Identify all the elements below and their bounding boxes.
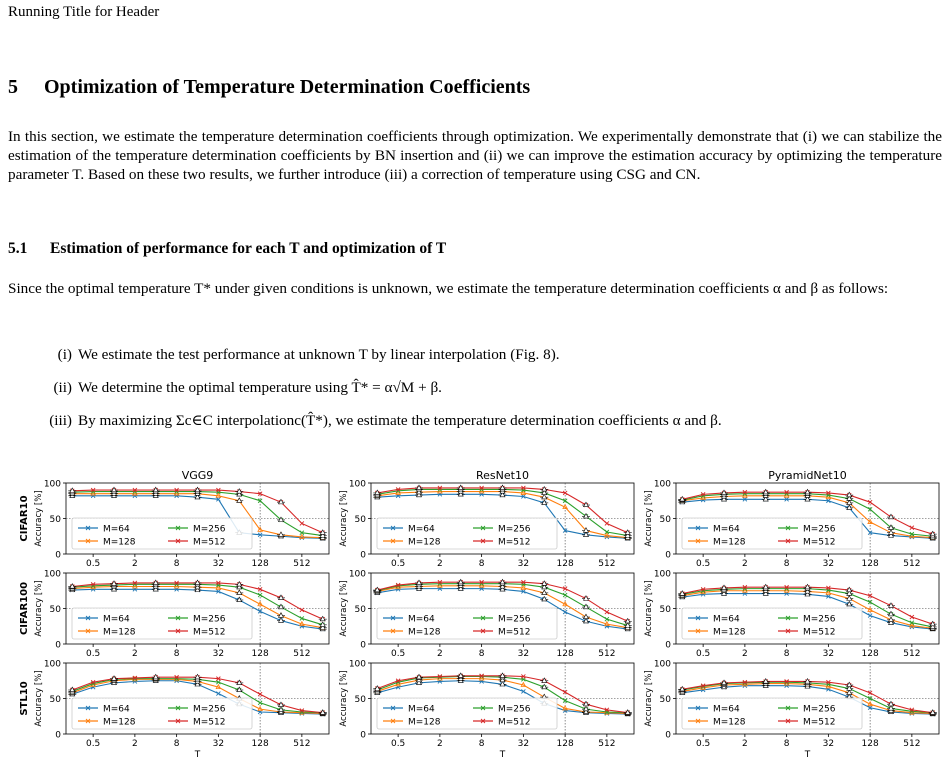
- x-tick-label: 32: [517, 739, 530, 749]
- y-tick-label: 0: [360, 640, 366, 651]
- x-tick-label: 0.5: [85, 739, 101, 749]
- y-tick-label: 100: [348, 479, 366, 490]
- x-tick-label: 0.5: [695, 739, 711, 749]
- legend-label: M=512: [193, 627, 226, 638]
- legend-label: M=128: [103, 627, 136, 638]
- list-item-label: (iii): [49, 412, 72, 429]
- row-label: CIFAR10: [19, 495, 30, 542]
- y-axis-label: Accuracy [%]: [34, 670, 44, 727]
- y-axis-label: Accuracy [%]: [644, 670, 654, 727]
- y-axis-label: Accuracy [%]: [34, 490, 44, 547]
- x-tick-label: 32: [212, 649, 225, 659]
- x-tick-label: 512: [903, 649, 921, 659]
- list-item-label: (i): [57, 346, 72, 363]
- column-title: PyramidNet10: [768, 469, 847, 482]
- y-tick-label: 0: [665, 730, 671, 741]
- x-tick-label: 8: [478, 739, 485, 749]
- y-tick-label: 100: [43, 659, 61, 670]
- list-item-text: We estimate the test performance at unknown T by linear interpolation (Fig. 8).: [78, 346, 560, 363]
- legend-label: M=256: [193, 614, 226, 625]
- y-tick-label: 50: [354, 605, 366, 615]
- x-tick-label: 128: [251, 559, 269, 569]
- legend-label: M=512: [803, 537, 836, 548]
- y-tick-label: 100: [43, 479, 61, 490]
- legend-label: M=64: [713, 614, 740, 625]
- legend-label: M=256: [193, 524, 226, 535]
- legend-label: M=64: [103, 614, 130, 625]
- subsection-paragraph: Since the optimal temperature T* under given conditions is unknown, we estimate the temperature determination coefficients α and β as follows:: [8, 280, 889, 297]
- x-tick-label: 8: [478, 649, 485, 659]
- x-tick-label: 0.5: [695, 649, 711, 659]
- x-tick-label: 128: [861, 559, 879, 569]
- section-number: 5: [8, 76, 18, 98]
- legend-label: M=512: [193, 717, 226, 728]
- legend-label: M=512: [498, 717, 531, 728]
- section-heading: [8, 76, 530, 99]
- y-axis-label: Accuracy [%]: [339, 490, 349, 547]
- x-tick-label: 512: [903, 559, 921, 569]
- x-tick-label: 512: [598, 559, 616, 569]
- legend-label: M=64: [408, 524, 435, 535]
- list-item: [36, 338, 722, 371]
- legend-label: M=128: [713, 627, 746, 638]
- y-tick-label: 0: [55, 550, 61, 561]
- y-tick-label: 100: [653, 479, 671, 490]
- legend-label: M=64: [408, 704, 435, 715]
- x-tick-label: 2: [437, 739, 443, 749]
- list-item: [36, 371, 722, 404]
- x-tick-label: 32: [822, 559, 835, 569]
- column-title: VGG9: [181, 469, 214, 482]
- x-tick-label: 512: [293, 739, 311, 749]
- legend-label: M=128: [713, 537, 746, 548]
- y-axis-label: Accuracy [%]: [339, 580, 349, 637]
- x-tick-label: 0.5: [390, 739, 406, 749]
- subsection-number: 5.1: [8, 240, 28, 257]
- legend-label: M=64: [713, 524, 740, 535]
- y-tick-label: 0: [360, 550, 366, 561]
- y-tick-label: 100: [43, 569, 61, 580]
- x-tick-label: 128: [251, 649, 269, 659]
- section-title: Optimization of Temperature Determination Coefficients: [44, 76, 531, 98]
- x-tick-label: 128: [556, 649, 574, 659]
- y-tick-label: 50: [659, 515, 671, 525]
- y-axis-label: Accuracy [%]: [644, 580, 654, 637]
- y-tick-label: 0: [665, 550, 671, 561]
- list-item-text: We determine the optimal temperature using T̂* = α√M + β.: [78, 379, 442, 396]
- x-tick-label: 32: [822, 649, 835, 659]
- y-axis-label: Accuracy [%]: [339, 670, 349, 727]
- y-tick-label: 50: [49, 695, 61, 705]
- legend-label: M=128: [408, 537, 441, 548]
- y-tick-label: 50: [354, 695, 366, 705]
- legend-label: M=512: [498, 537, 531, 548]
- legend-label: M=512: [193, 537, 226, 548]
- y-axis-label: Accuracy [%]: [644, 490, 654, 547]
- legend-label: M=128: [103, 717, 136, 728]
- y-tick-label: 0: [665, 640, 671, 651]
- intro-paragraph: In this section, we estimate the temperature determination coefficients through optimization. We experimentally demonstrate that (i) we can stabilize the estimation of the temperature determination coefficients by BN insertion and (ii) we can improve the estimation accuracy by optimizing the temperature parameter T. Based on these two results, we further introduce (iii) a correction of temperature using CSG and CN.: [8, 128, 942, 183]
- subsection-title: Estimation of performance for each T and optimization of T: [50, 240, 447, 257]
- figure-svg: [0, 460, 949, 771]
- x-tick-label: 2: [742, 649, 748, 659]
- method-list: [36, 338, 722, 437]
- legend-label: M=256: [803, 614, 836, 625]
- legend-label: M=256: [498, 614, 531, 625]
- legend-label: M=64: [408, 614, 435, 625]
- x-tick-label: 128: [556, 559, 574, 569]
- x-tick-label: 8: [173, 739, 180, 749]
- x-axis-label: T: [194, 750, 201, 760]
- x-tick-label: 128: [861, 739, 879, 749]
- x-tick-label: 32: [517, 559, 530, 569]
- x-tick-label: 2: [132, 739, 138, 749]
- x-tick-label: 32: [822, 739, 835, 749]
- x-tick-label: 0.5: [390, 649, 406, 659]
- y-tick-label: 100: [348, 659, 366, 670]
- legend-label: M=512: [803, 717, 836, 728]
- x-tick-label: 512: [293, 649, 311, 659]
- column-title: ResNet10: [476, 469, 529, 482]
- y-tick-label: 50: [354, 515, 366, 525]
- x-tick-label: 0.5: [390, 559, 406, 569]
- x-axis-label: T: [804, 750, 811, 760]
- x-tick-label: 0.5: [85, 559, 101, 569]
- x-tick-label: 0.5: [85, 649, 101, 659]
- y-tick-label: 50: [49, 515, 61, 525]
- y-tick-label: 50: [659, 605, 671, 615]
- x-tick-label: 2: [437, 559, 443, 569]
- x-tick-label: 8: [173, 649, 180, 659]
- x-tick-label: 8: [478, 559, 485, 569]
- list-item-label: (ii): [53, 379, 72, 396]
- list-item: [36, 404, 722, 437]
- x-tick-label: 128: [861, 649, 879, 659]
- x-tick-label: 128: [556, 739, 574, 749]
- legend-label: M=256: [498, 704, 531, 715]
- legend-label: M=128: [103, 537, 136, 548]
- x-tick-label: 128: [251, 739, 269, 749]
- legend-label: M=256: [803, 524, 836, 535]
- x-tick-label: 8: [783, 739, 790, 749]
- y-tick-label: 100: [653, 659, 671, 670]
- legend-label: M=512: [498, 627, 531, 638]
- y-axis-label: Accuracy [%]: [34, 580, 44, 637]
- legend-label: M=512: [803, 627, 836, 638]
- x-tick-label: 2: [742, 739, 748, 749]
- legend-label: M=64: [103, 704, 130, 715]
- legend-label: M=64: [713, 704, 740, 715]
- legend-label: M=256: [193, 704, 226, 715]
- x-tick-label: 32: [212, 559, 225, 569]
- legend-label: M=256: [498, 524, 531, 535]
- legend-label: M=256: [803, 704, 836, 715]
- x-axis-label: T: [499, 750, 506, 760]
- y-tick-label: 0: [55, 640, 61, 651]
- y-tick-label: 50: [49, 605, 61, 615]
- legend-label: M=64: [103, 524, 130, 535]
- x-tick-label: 2: [132, 649, 138, 659]
- y-tick-label: 100: [653, 569, 671, 580]
- x-tick-label: 2: [132, 559, 138, 569]
- y-tick-label: 0: [360, 730, 366, 741]
- legend-label: M=128: [408, 717, 441, 728]
- running-header: Running Title for Header: [8, 4, 160, 20]
- row-label: STL10: [19, 681, 30, 716]
- x-tick-label: 512: [598, 739, 616, 749]
- x-tick-label: 512: [293, 559, 311, 569]
- x-tick-label: 0.5: [695, 559, 711, 569]
- x-tick-label: 512: [598, 649, 616, 659]
- x-tick-label: 8: [783, 649, 790, 659]
- x-tick-label: 32: [517, 649, 530, 659]
- x-tick-label: 512: [903, 739, 921, 749]
- y-tick-label: 100: [348, 569, 366, 580]
- x-tick-label: 32: [212, 739, 225, 749]
- row-label: CIFAR100: [19, 581, 30, 636]
- list-item-text: By maximizing Σc∈C interpolationc(T̂*), we estimate the temperature determination coefficients α and β.: [78, 412, 722, 429]
- figure-accuracy-vs-temperature: [0, 460, 949, 771]
- subsection-heading: [8, 240, 446, 258]
- x-tick-label: 8: [173, 559, 180, 569]
- x-tick-label: 2: [437, 649, 443, 659]
- y-tick-label: 0: [55, 730, 61, 741]
- y-tick-label: 50: [659, 695, 671, 705]
- x-tick-label: 2: [742, 559, 748, 569]
- x-tick-label: 8: [783, 559, 790, 569]
- legend-label: M=128: [713, 717, 746, 728]
- legend-label: M=128: [408, 627, 441, 638]
